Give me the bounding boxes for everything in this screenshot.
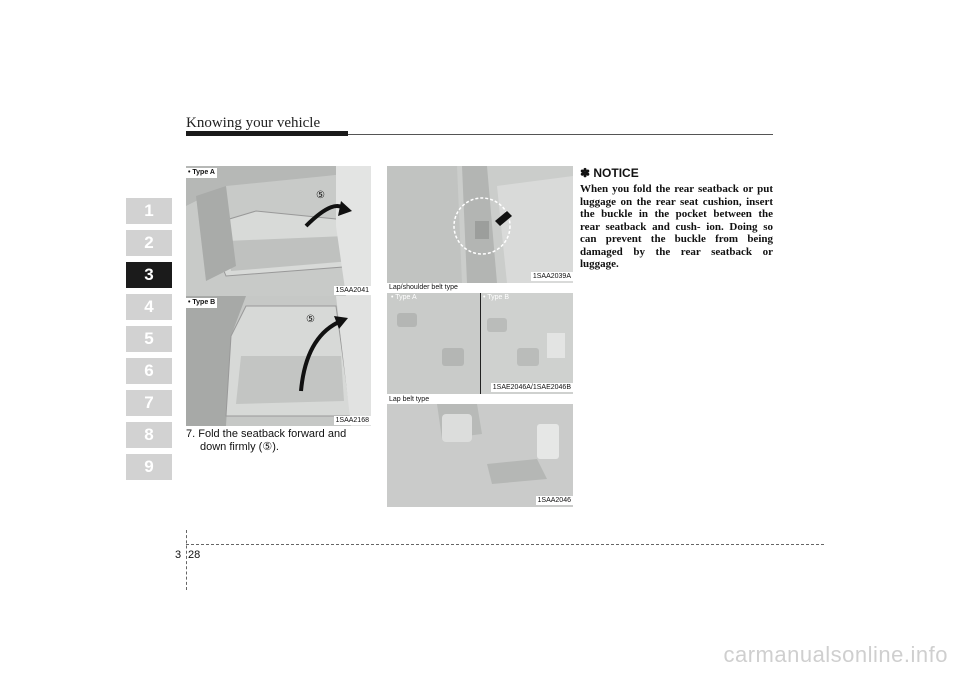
chapter-tab-1[interactable]: 1 bbox=[126, 198, 172, 224]
figure-code: 1SAA2046 bbox=[537, 497, 571, 504]
type-a-label: • Type A bbox=[391, 294, 417, 301]
step-line-2: down firmly (⑤). bbox=[200, 441, 279, 453]
chapter-tab-2[interactable]: 2 bbox=[126, 230, 172, 256]
footer-rule bbox=[186, 544, 824, 545]
figure-label: • Type B bbox=[188, 299, 216, 306]
chapter-tab-7[interactable]: 7 bbox=[126, 390, 172, 416]
notice-body: When you fold the rear seatback or put luggage on the rear seat cushion, insert the buckle in the pocket between the rear seatback and cush- ion. Doing so can prevent the buckle from being damaged by the rear seatback or luggage. bbox=[580, 183, 773, 270]
footer-chapter-number: 3 bbox=[175, 549, 182, 561]
chapter-tab-4[interactable]: 4 bbox=[126, 294, 172, 320]
chapter-tab-3[interactable]: 3 bbox=[126, 262, 172, 288]
page-header-title: Knowing your vehicle bbox=[186, 115, 321, 131]
seatback-illustration-b bbox=[186, 296, 371, 426]
step-line-1: 7. Fold the seatback forward and bbox=[186, 428, 347, 440]
figure-lap-belt bbox=[387, 404, 573, 507]
step-marker: ⑤ bbox=[316, 190, 325, 201]
step-marker: ⑤ bbox=[306, 314, 315, 325]
chapter-tab-5[interactable]: 5 bbox=[126, 326, 172, 352]
type-b-label: • Type B bbox=[483, 294, 510, 301]
figure-buckle-pocket bbox=[387, 166, 573, 283]
header-rule-thick bbox=[186, 131, 348, 136]
step-7-instruction bbox=[186, 428, 371, 454]
figure-label: • Type A bbox=[188, 169, 215, 176]
lap-shoulder-belt-caption: Lap/shoulder belt type bbox=[389, 284, 458, 291]
notice-title: ✽ NOTICE bbox=[580, 166, 639, 180]
buckle-pocket-illustration bbox=[387, 166, 573, 283]
figure-buckle-types bbox=[387, 293, 573, 394]
chapter-tab-6[interactable]: 6 bbox=[126, 358, 172, 384]
figure-code: 1SAA2039A bbox=[532, 273, 571, 280]
buckle-types-illustration bbox=[387, 293, 573, 394]
header-rule-thin bbox=[348, 134, 773, 135]
footer-divider bbox=[186, 530, 187, 590]
lap-belt-caption: Lap belt type bbox=[389, 396, 430, 403]
footer-page-number: 28 bbox=[188, 549, 201, 561]
chapter-tab-9[interactable]: 9 bbox=[126, 454, 172, 480]
watermark-text: carmanualsonline.info bbox=[723, 642, 948, 667]
figure-seatback-type-b bbox=[186, 296, 371, 426]
seatback-illustration-a bbox=[186, 166, 371, 296]
figure-code: 1SAA2168 bbox=[335, 417, 369, 424]
figure-seatback-type-a bbox=[186, 166, 371, 296]
lap-belt-illustration bbox=[387, 404, 573, 507]
figure-code: 1SAE2046A/1SAE2046B bbox=[492, 384, 571, 391]
figure-code: 1SAA2041 bbox=[335, 287, 369, 294]
chapter-tab-8[interactable]: 8 bbox=[126, 422, 172, 448]
